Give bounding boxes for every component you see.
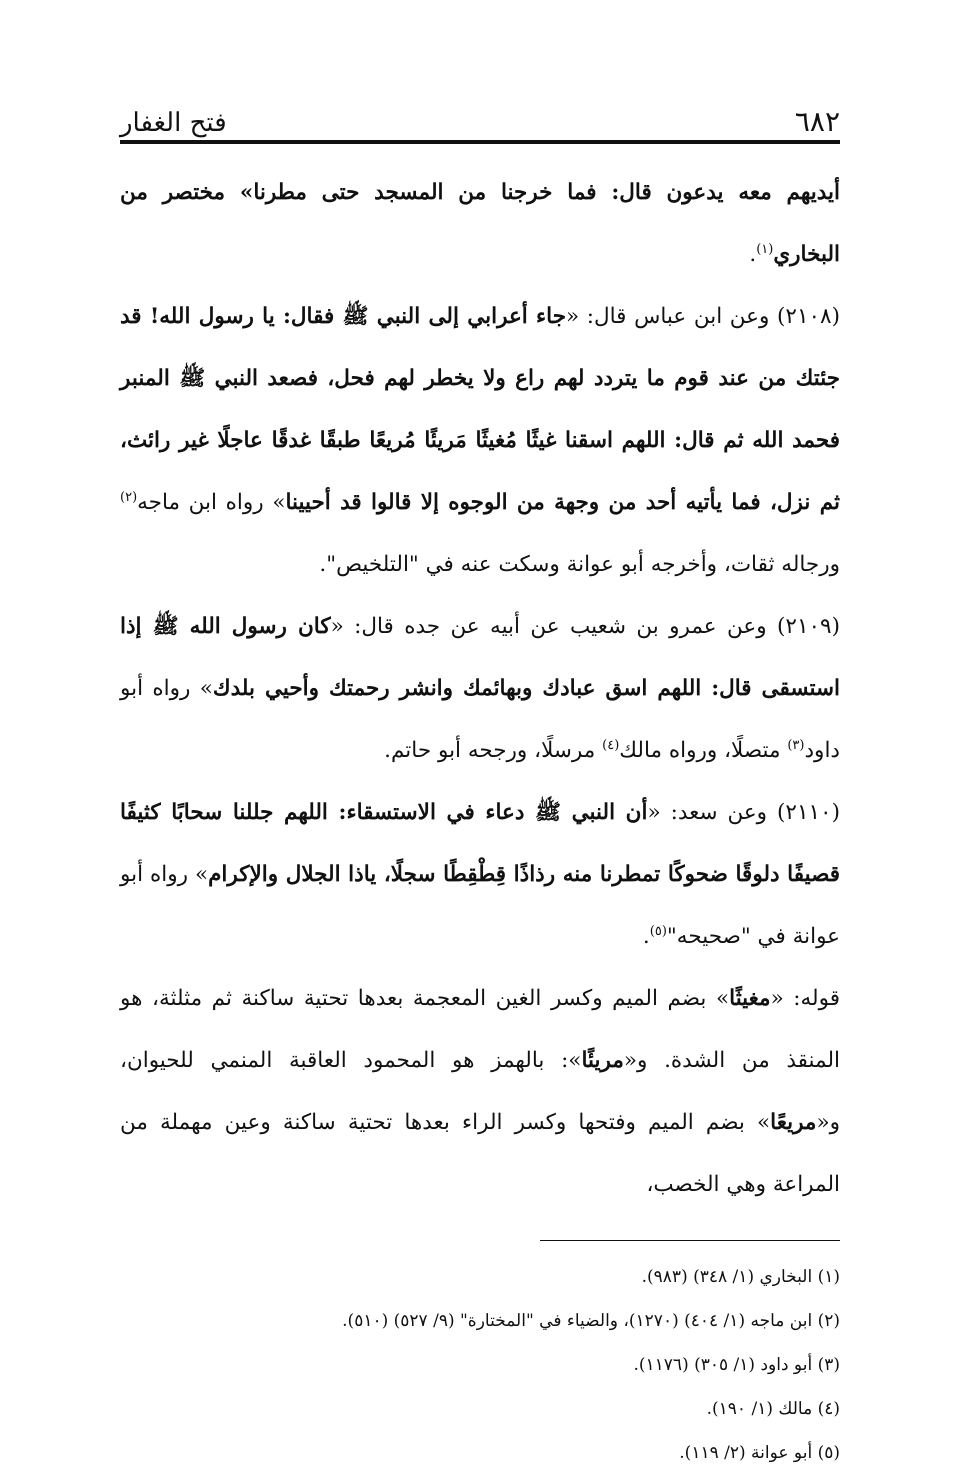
book-page: [120, 90, 840, 1475]
footnote-marker: (٣): [787, 737, 805, 753]
footnote-1: (١) البخاري (١/ ٣٤٨) (٩٨٣).: [641, 1267, 840, 1287]
text-run: (٢١٠٨) وعن ابن عباس قال: «: [565, 304, 840, 329]
bold-text: مريعًا: [770, 1110, 817, 1135]
footnote-separator: [540, 1240, 840, 1241]
page-header: [120, 90, 840, 138]
text-run: (٢١٠٩) وعن عمرو بن شعيب عن أبيه عن جده قال: «: [330, 614, 840, 639]
text-run: » رواه أبو داود: [120, 676, 840, 763]
footnote-marker: (١): [756, 241, 774, 257]
text-run: (٢١١٠) وعن سعد: «: [647, 800, 840, 825]
bold-text: أن النبي ﷺ دعاء في الاستسقاء: اللهم جللنا سحابًا كثيفًا قصيفًا دلوقًا ضحوكًا تمطرنا منه رذاذًا قِطْقِطًا سجلًا، ياذا الجلال والإكرام: [120, 800, 840, 887]
footnote-5: (٥) أبو عوانة (٢/ ١١٩).: [679, 1443, 840, 1463]
main-text: [120, 162, 840, 1216]
footnote-marker: (٤): [602, 737, 620, 753]
text-run: قوله: «: [770, 986, 840, 1011]
footnote-3: (٣) أبو داود (١/ ٣٠٥) (١١٧٦).: [633, 1355, 840, 1375]
text-run: مرسلًا، ورجحه أبو حاتم.: [384, 738, 603, 763]
paragraph-4: [120, 782, 840, 968]
bold-text: مغيثًا: [729, 986, 771, 1011]
paragraph-5: [120, 968, 840, 1216]
footnote-marker: (٢): [120, 489, 138, 505]
paragraph-2: [120, 286, 840, 596]
footnote-2: (٢) ابن ماجه (١/ ٤٠٤) (١٢٧٠)، والضياء في "المختارة" (٩/ ٥٢٧) (٥١٠).: [342, 1311, 840, 1331]
footnote-4: (٤) مالك (١/ ١٩٠).: [706, 1399, 840, 1419]
footnotes: [120, 1255, 840, 1475]
text-run: » رواه أبو عوانة في "صحيحه": [120, 862, 840, 949]
paragraph-3: [120, 596, 840, 782]
text-run: متصلًا، ورواه مالك: [619, 738, 788, 763]
text-run: » بضم الميم وكسر الغين المعجمة بعدها تحتية ساكنة ثم مثلثة، هو المنقذ من الشدة. و«: [120, 986, 840, 1073]
text-run: ورجاله ثقات، وأخرجه أبو عوانة وسكت عنه في "التلخيص".: [319, 552, 840, 577]
text-run: »: بالهمز هو المحمود العاقبة المنمي للحيوان، و«: [120, 1048, 840, 1135]
header-rule: [120, 140, 840, 144]
footnote-marker: (٥): [649, 923, 667, 939]
text-run: » بضم الميم وفتحها وكسر الراء بعدها تحتية ساكنة وعين مهملة من المراعة وهي الخصب،: [120, 1110, 840, 1197]
page-number: ٦٨٢: [794, 105, 840, 138]
paragraph-1: [120, 162, 840, 286]
bold-text: كان رسول الله ﷺ إذا استسقى قال: اللهم اسق عبادك وبهائمك وانشر رحمتك وأحيي بلدك: [120, 614, 841, 701]
text-run: .: [642, 924, 650, 949]
bold-text: أيديهم معه يدعون قال: فما خرجنا من المسجد حتى مطرنا» مختصر من البخاري: [120, 180, 840, 267]
bold-text: مريئًا: [581, 1048, 624, 1073]
text-run: » رواه ابن ماجه: [137, 490, 286, 515]
text-run: .: [749, 242, 757, 267]
running-title: فتح الغفار: [120, 108, 227, 138]
bold-text: جاء أعرابي إلى النبي ﷺ فقال: يا رسول الله! قد جئتك من عند قوم ما يتردد لهم راع ولا يخطر لهم فحل، فصعد النبي ﷺ المنبر فحمد الله ثم قال: اللهم اسقنا غيثًا مُغيثًا مَريئًا مُريعًا طبقًا غدقًا عاجلًا غير رائث، ثم نزل، فما يأتيه أحد من وجهة من الوجوه إلا قالوا قد أحيينا: [120, 304, 840, 515]
